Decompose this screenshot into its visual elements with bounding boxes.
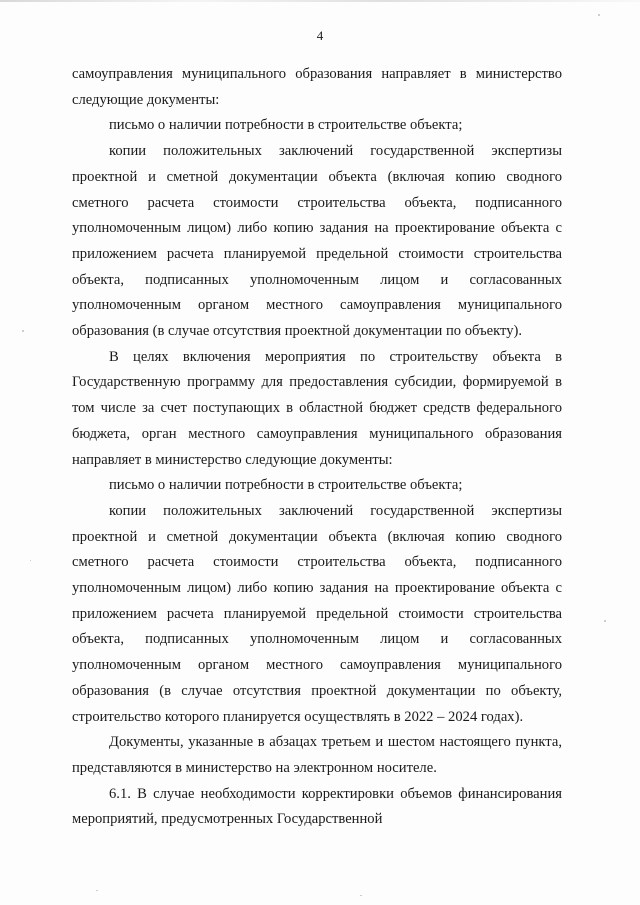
paragraph-5: письмо о наличии потребности в строительстве объекта; xyxy=(109,477,463,494)
paragraph-2: письмо о наличии потребности в строительстве объекта; xyxy=(109,117,463,134)
paragraph-4: В целях включения мероприятия по строительству объекта в Государственную программу для предоставления субсидии, формируемой в том числе за счет поступающих в областной бюджет средств федерального бюджета, орган местного самоуправления муниципального образования направляет в министерство следующие документы: xyxy=(72,348,562,468)
paragraph-7: Документы, указанные в абзацах третьем и шестом настоящего пункта, представляются в министерство на электронном носителе. xyxy=(72,734,562,776)
paragraph-1: самоуправления муниципального образования направляет в министерство следующие документы: xyxy=(72,66,562,108)
document-body xyxy=(72,62,562,833)
scan-speck xyxy=(22,330,24,332)
scan-speck xyxy=(604,620,606,622)
scan-speck xyxy=(30,560,31,561)
scan-speck xyxy=(360,895,362,896)
scan-edge-line xyxy=(0,0,640,2)
paragraph-8: 6.1. В случае необходимости корректировки объемов финансирования мероприятий, предусмотренных Государственной xyxy=(72,785,562,828)
paragraph-3: копии положительных заключений государственной экспертизы проектной и сметной документации объекта (включая копию сводного сметного расчета стоимости строительства объекта, подписанного уполномоченным лицом) либо копию задания на проектирование объекта с приложением расчета планируемой предельной стоимости строительства объекта, подписанных уполномоченным лицом и согласованных уполномоченным органом местного самоуправления муниципального образования (в случае отсутствия проектной документации по объекту). xyxy=(72,143,562,340)
scan-speck xyxy=(598,14,600,16)
scan-speck xyxy=(96,890,98,891)
page-number: 4 xyxy=(316,28,324,43)
paragraph-6: копии положительных заключений государственной экспертизы проектной и сметной документации объекта (включая копию сводного сметного расчета стоимости строительства объекта, подписанного уполномоченным лицом) либо копию задания на проектирование объекта с приложением расчета планируемой предельной стоимости строительства объекта, подписанных уполномоченным лицом и согласованных уполномоченным органом местного самоуправления муниципального образования (в случае отсутствия проектной документации по объекту, строительство которого планируется осуществлять в 2022 – 2024 годах). xyxy=(72,502,562,725)
